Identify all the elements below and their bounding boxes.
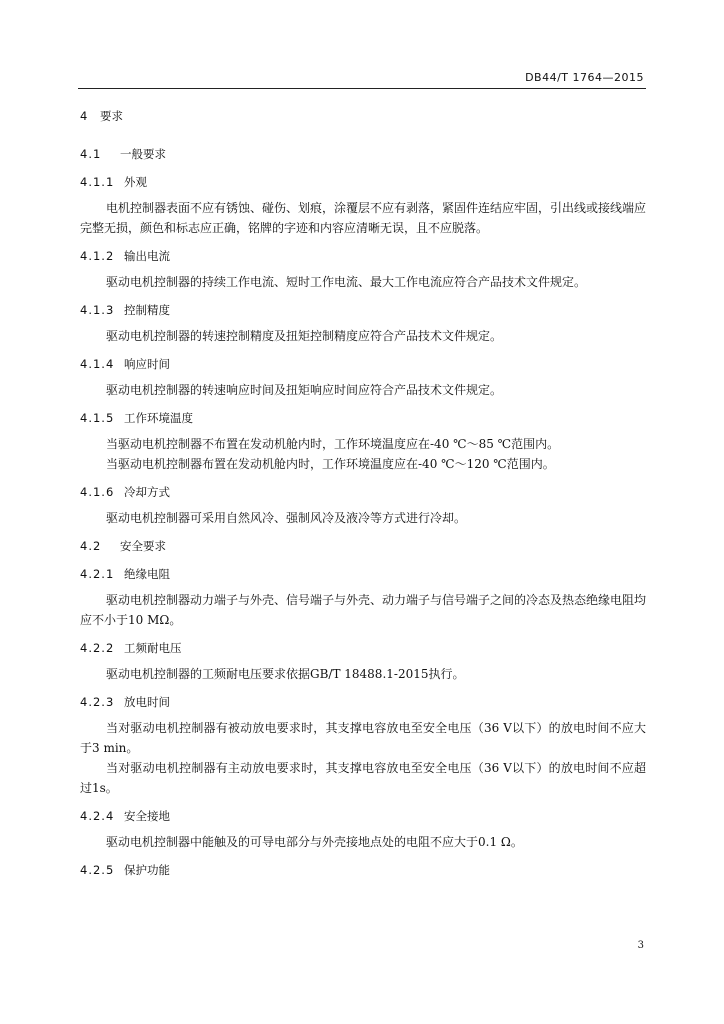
paragraph: 当对驱动电机控制器有主动放电要求时，其支撑电容放电至安全电压（36 V以下）的放电时间不应超过1s。 — [80, 761, 646, 795]
paragraph: 当驱动电机控制器布置在发动机舱内时，工作环境温度应在-40 ℃～120 ℃范围内。 — [106, 457, 555, 471]
heading-number: 4.2.2 — [80, 641, 115, 655]
heading-number: 4.1.2 — [80, 249, 115, 263]
paragraph: 驱动电机控制器中能触及的可导电部分与外壳接地点处的电阻不应大于0.1 Ω。 — [106, 835, 523, 849]
heading-4-1-5 — [80, 410, 646, 426]
paragraph: 当驱动电机控制器不布置在发动机舱内时，工作环境温度应在-40 ℃～85 ℃范围内。 — [106, 437, 560, 451]
heading-title: 放电时间 — [124, 695, 170, 709]
paragraph: 驱动电机控制器可采用自然风冷、强制风冷及液冷等方式进行冷却。 — [106, 511, 467, 525]
heading-title: 冷却方式 — [124, 485, 170, 499]
heading-4-2-2 — [80, 640, 646, 656]
heading-number: 4.2.1 — [80, 567, 115, 581]
heading-4-2-3 — [80, 694, 646, 710]
heading-number: 4.1.1 — [80, 175, 115, 189]
heading-title: 安全要求 — [120, 539, 166, 553]
heading-4-1-2 — [80, 248, 646, 264]
paragraph: 驱动电机控制器的持续工作电流、短时工作电流、最大工作电流应符合产品技术文件规定。 — [106, 275, 587, 289]
heading-number: 4.1 — [80, 147, 102, 161]
page-number: 3 — [637, 940, 644, 951]
heading-4-1-1 — [80, 174, 646, 190]
heading-title: 工作环境温度 — [124, 411, 193, 425]
heading-number: 4.1.5 — [80, 411, 115, 425]
heading-number: 4.1.6 — [80, 485, 115, 499]
heading-4-1 — [80, 146, 646, 162]
heading-4-2-4 — [80, 808, 646, 824]
heading-4-2 — [80, 538, 646, 554]
heading-title: 绝缘电阻 — [124, 567, 170, 581]
paragraph: 驱动电机控制器的转速控制精度及扭矩控制精度应符合产品技术文件规定。 — [106, 329, 503, 343]
heading-title: 工频耐电压 — [124, 641, 182, 655]
heading-title: 控制精度 — [124, 303, 170, 317]
heading-4-1-3 — [80, 302, 646, 318]
heading-title: 安全接地 — [124, 809, 170, 823]
paragraph: 驱动电机控制器的工频耐电压要求依据GB/T 18488.1-2015执行。 — [106, 667, 465, 681]
paragraph: 驱动电机控制器的转速响应时间及扭矩响应时间应符合产品技术文件规定。 — [106, 383, 503, 397]
heading-4-1-4 — [80, 356, 646, 372]
heading-number: 4.2.4 — [80, 809, 115, 823]
document-code: DB44/T 1764—2015 — [525, 71, 644, 84]
heading-number: 4 — [80, 109, 89, 123]
heading-title: 要求 — [100, 109, 123, 123]
paragraph: 驱动电机控制器动力端子与外壳、信号端子与外壳、动力端子与信号端子之间的冷态及热态绝缘电阻均应不小于10 MΩ。 — [80, 593, 647, 627]
heading-title: 外观 — [124, 175, 147, 189]
heading-number: 4.2.5 — [80, 863, 115, 877]
heading-4 — [80, 108, 646, 124]
heading-title: 响应时间 — [124, 357, 170, 371]
heading-4-1-6 — [80, 484, 646, 500]
heading-4-2-5 — [80, 862, 646, 878]
heading-number: 4.2 — [80, 539, 102, 553]
heading-4-2-1 — [80, 566, 646, 582]
paragraph: 当对驱动电机控制器有被动放电要求时，其支撑电容放电至安全电压（36 V以下）的放电时间不应大于3 min。 — [80, 721, 646, 755]
header-rule — [78, 88, 646, 89]
page-body — [80, 100, 646, 878]
heading-number: 4.2.3 — [80, 695, 115, 709]
heading-title: 保护功能 — [124, 863, 170, 877]
heading-title: 输出电流 — [124, 249, 170, 263]
paragraph: 电机控制器表面不应有锈蚀、碰伤、划痕，涂覆层不应有剥落，紧固件连结应牢固，引出线或接线端应完整无损，颜色和标志应正确，铭牌的字迹和内容应清晰无误，且不应脱落。 — [80, 201, 647, 235]
heading-number: 4.1.4 — [80, 357, 115, 371]
heading-title: 一般要求 — [120, 147, 166, 161]
heading-number: 4.1.3 — [80, 303, 115, 317]
